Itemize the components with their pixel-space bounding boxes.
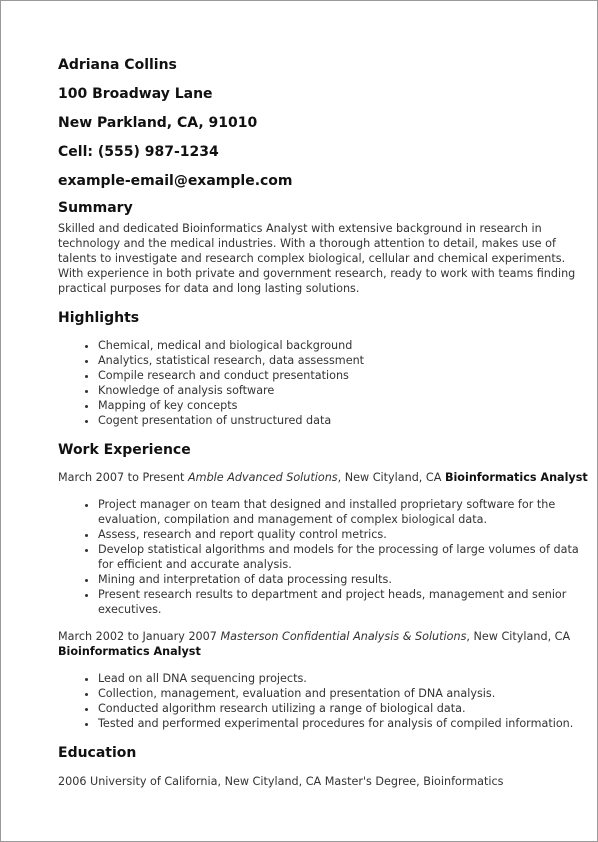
summary-text: Skilled and dedicated Bioinformatics Analyst with extensive background in research in technology and the medical industries. With a thorough attention to detail, makes use of talents to investigate and research complex biological, cellular and chemical experiments. With experience in both private and government research, ready to work with teams finding practical purposes for data and long lasting solutions. [58, 222, 576, 295]
job-role: Bioinformatics Analyst [444, 471, 588, 484]
duty-item: • Present research results to department and project heads, management and senior executives. [98, 587, 588, 617]
contact-cell: Cell: (555) 987-1234 [58, 144, 219, 160]
highlight-item: • Analytics, statistical research, data assessment [98, 353, 588, 368]
summary-section [58, 199, 588, 296]
job-dates: March 2002 to January 2007 [58, 630, 217, 643]
highlights-list [58, 338, 588, 428]
job-company: Masterson Confidential Analysis & Solutions [220, 630, 467, 643]
duty-item: • Project manager on team that designed and installed proprietary software for the evaluation, compilation and management of complex biological data. [98, 497, 588, 527]
highlight-item: • Compile research and conduct presentations [98, 368, 588, 383]
highlight-item: • Mapping of key concepts [98, 398, 588, 413]
duty-item: • Collection, management, evaluation and presentation of DNA analysis. [98, 686, 588, 701]
duty-item: • Assess, research and report quality control metrics. [98, 527, 588, 542]
highlights-section [58, 309, 588, 428]
job-duties-list [58, 497, 588, 617]
duty-item: • Tested and performed experimental procedures for analysis of compiled information. [98, 716, 588, 731]
highlight-item: • Chemical, medical and biological background [98, 338, 588, 353]
job-duties-list [58, 671, 588, 731]
contact-city: New Parkland, CA, 91010 [58, 115, 258, 131]
work-title: Work Experience [58, 442, 191, 458]
job-location: , New Cityland, CA [466, 630, 571, 643]
summary-title: Summary [58, 200, 133, 216]
work-section [58, 441, 588, 731]
contact-street: 100 Broadway Lane [58, 86, 213, 102]
education-title: Education [58, 745, 137, 761]
job-role: Bioinformatics Analyst [58, 645, 201, 658]
job-location: , New Cityland, CA [337, 471, 442, 484]
education-text: 2006 University of California, New Cityland, CA Master's Degree, Bioinformatics [58, 775, 504, 788]
duty-item: • Lead on all DNA sequencing projects. [98, 671, 588, 686]
job-dates: March 2007 to Present [58, 471, 185, 484]
contact-block [58, 56, 588, 199]
job-entry [58, 629, 588, 731]
highlights-title: Highlights [58, 310, 140, 326]
resume-content [58, 56, 588, 789]
duty-item: • Develop statistical algorithms and models for the processing of large volumes of data for efficient and accurate analysis. [98, 542, 588, 572]
highlight-item: • Knowledge of analysis software [98, 383, 588, 398]
education-section [58, 744, 588, 789]
job-entry [58, 470, 588, 617]
contact-name: Adriana Collins [58, 57, 177, 73]
duty-item: • Mining and interpretation of data processing results. [98, 572, 588, 587]
job-company: Amble Advanced Solutions [188, 471, 338, 484]
duty-item: • Conducted algorithm research utilizing a range of biological data. [98, 701, 588, 716]
contact-email: example-email@example.com [58, 173, 293, 189]
job-header [58, 470, 588, 485]
job-header [58, 629, 588, 659]
highlight-item: • Cogent presentation of unstructured data [98, 413, 588, 428]
